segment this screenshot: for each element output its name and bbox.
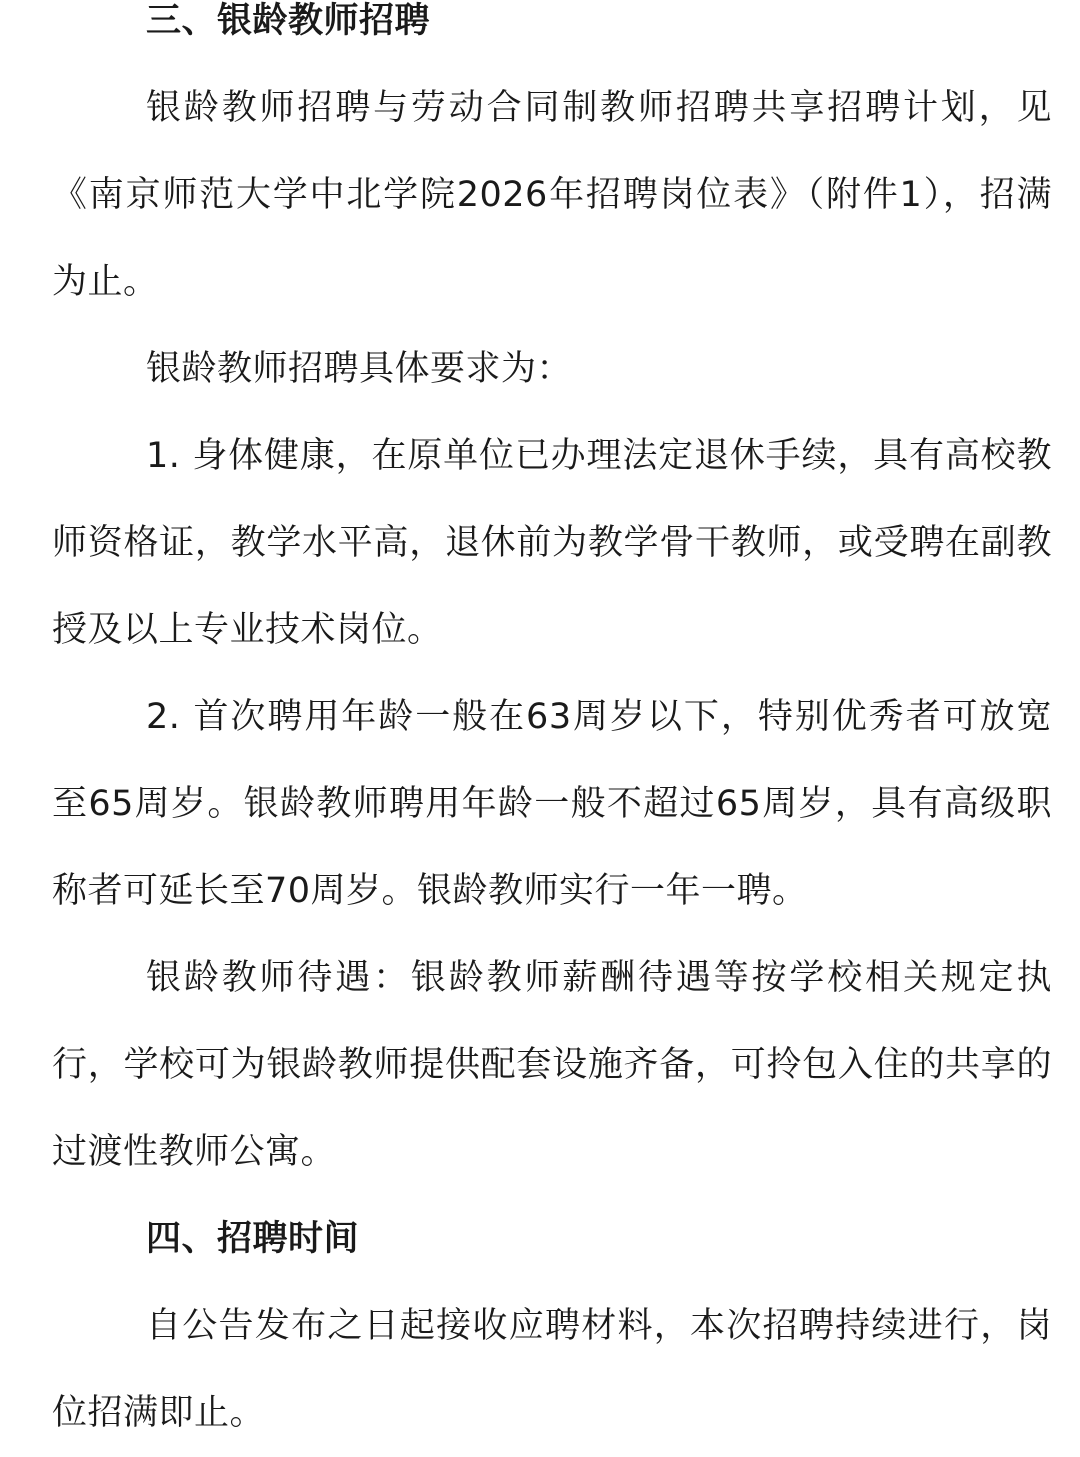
paragraph-recruitment-plan: 银龄教师招聘与劳动合同制教师招聘共享招聘计划，见《南京师范大学中北学院2026年招聘岗位表》（附件1），招满为止。 <box>52 88 1052 302</box>
section-heading-recruitment-time: 四、招聘时间 <box>146 1219 360 1259</box>
section-heading-silver-teacher-recruitment: 三、银龄教师招聘 <box>146 1 431 41</box>
paragraph-benefits: 银龄教师待遇：银龄教师薪酬待遇等按学校相关规定执行，学校可为银龄教师提供配套设施齐备，可拎包入住的共享的过渡性教师公寓。 <box>52 958 1052 1172</box>
paragraph-requirement-2: 2. 首次聘用年龄一般在63周岁以下，特别优秀者可放宽至65周岁。银龄教师聘用年龄一般不超过65周岁，具有高级职称者可延长至70周岁。银龄教师实行一年一聘。 <box>52 697 1052 911</box>
paragraph-requirements-intro: 银龄教师招聘具体要求为： <box>146 349 573 389</box>
paragraph-requirement-1: 1. 身体健康，在原单位已办理法定退休手续，具有高校教师资格证，教学水平高，退休前为教学骨干教师，或受聘在副教授及以上专业技术岗位。 <box>52 436 1052 650</box>
paragraph-recruitment-time: 自公告发布之日起接收应聘材料，本次招聘持续进行，岗位招满即止。 <box>52 1306 1052 1433</box>
